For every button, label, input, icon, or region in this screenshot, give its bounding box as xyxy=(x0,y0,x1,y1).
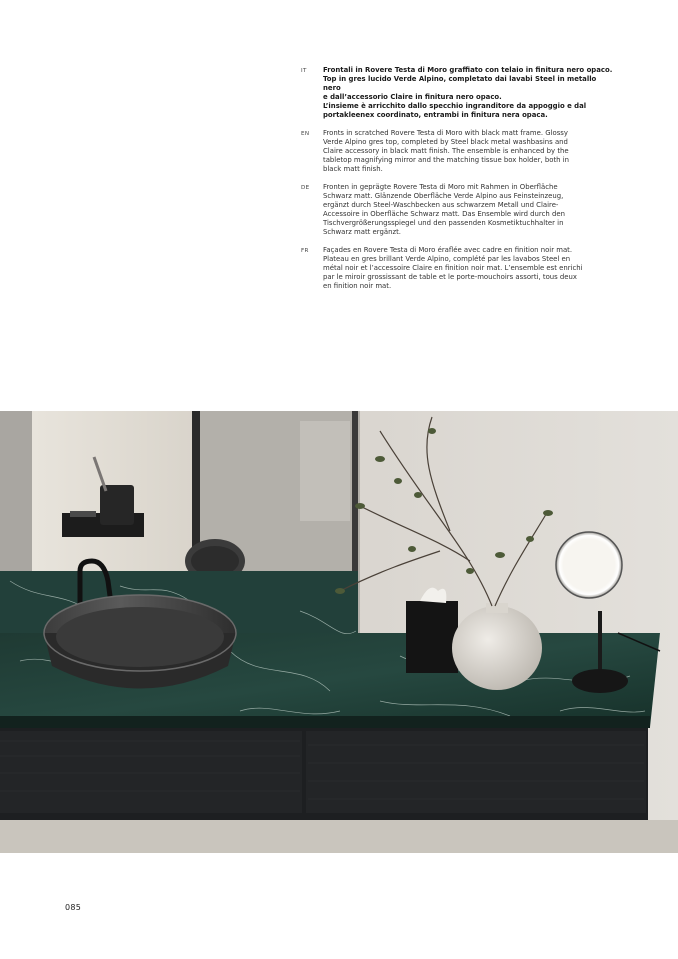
description-en xyxy=(301,129,613,174)
language-code: DE xyxy=(301,184,310,191)
bathroom-vanity-photo xyxy=(0,411,678,853)
description-text: Fronts in scratched Rovere Testa di Moro with black matt frame. Glossy Verde Alpino gres top, completed by Steel black metal washbasins and Claire accessory in black matt finish. The ensemble is enhanced by the tabletop magnifying mirror and the matching tissue box holder, both in black matt finish. xyxy=(323,129,569,173)
language-code: FR xyxy=(301,247,309,254)
description-fr xyxy=(301,246,613,291)
language-code: EN xyxy=(301,130,310,137)
product-description-block xyxy=(301,66,613,300)
photo-illustration xyxy=(0,411,678,853)
description-text: Fronten in geprägte Rovere Testa di Moro mit Rahmen in Oberfläche Schwarz matt. Glänzende Oberfläche Verde Alpino aus Feinsteinzeug, ergänzt durch Steel-Waschbecken aus schwarzem Metall und Claire- Accessoire in Oberfläche Schwarz matt. Das Ensemble wird durch den Tischvergrößerungsspiegel und den passenden Kosmetiktuchhalter in Schwarz matt ergänzt. xyxy=(323,183,565,236)
description-text: Frontali in Rovere Testa di Moro graffiato con telaio in finitura nero opaco. Top in gres lucido Verde Alpino, completato dai lavabi Steel in metallo nero e dall’accessorio Claire in finitura nero opaco. L’insieme è arricchito dallo specchio ingranditore da appoggio e dal portakleenex coordinato, entrambi in finitura nera opaca. xyxy=(323,66,613,119)
description-it xyxy=(301,66,613,120)
description-de xyxy=(301,183,613,237)
description-text: Façades en Rovere Testa di Moro éraflée avec cadre en finition noir mat. Plateau en gres brillant Verde Alpino, complété par les lavabos Steel en métal noir et l’accessoire Claire en finition noir mat. L’ensemble est enrichi par le miroir grossissant de table et le porte-mouchoirs assorti, tous deux en finition noir mat. xyxy=(323,246,583,290)
language-code: IT xyxy=(301,67,307,74)
page-number: 085 xyxy=(65,903,82,912)
